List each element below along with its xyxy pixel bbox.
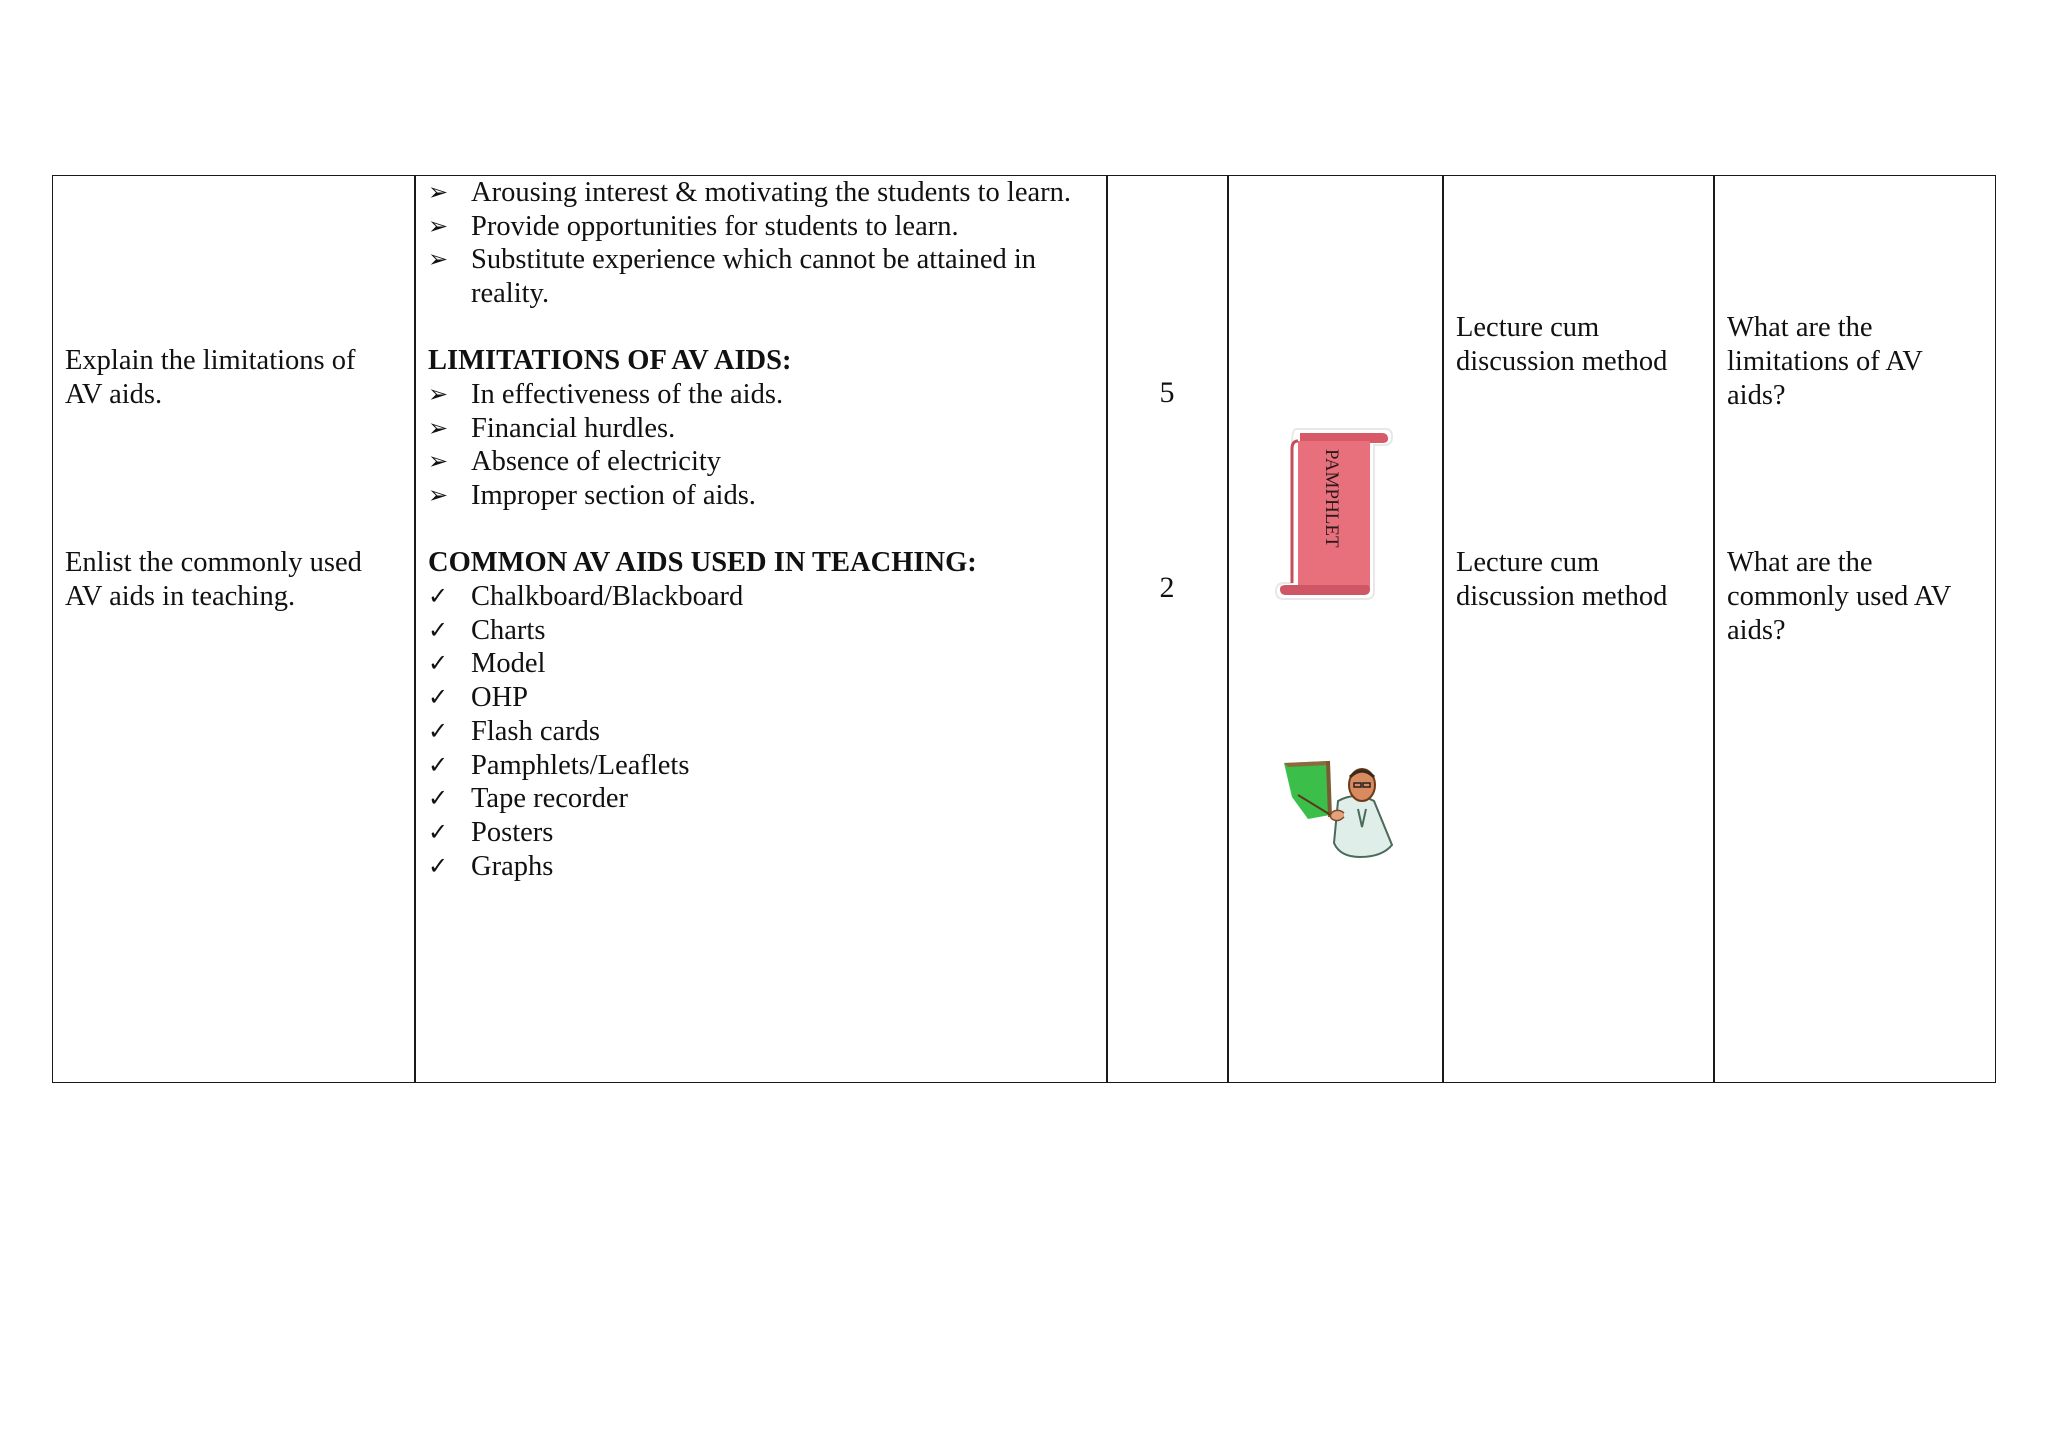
question-line: commonly used AV — [1727, 581, 1952, 612]
evaluation-question-1 — [1727, 311, 1923, 413]
objective-line: Explain the limitations of — [65, 345, 356, 376]
arrow-bullet-icon: ➢ — [428, 380, 449, 408]
question-line: aids? — [1727, 615, 1786, 646]
arrow-bullet-icon: ➢ — [428, 447, 449, 476]
question-line: What are the — [1727, 312, 1873, 343]
objective-line: Enlist the commonly used — [65, 547, 362, 578]
pamphlet-illustration — [1274, 423, 1394, 603]
objective-limitations — [65, 344, 356, 412]
method-line: Lecture cum — [1456, 312, 1600, 343]
method-line: discussion method — [1456, 346, 1668, 377]
arrow-bullet-icon: ➢ — [428, 481, 449, 510]
objective-common-aids — [65, 546, 362, 614]
teaching-method-1 — [1456, 311, 1667, 379]
limitations-bullet-list — [428, 378, 783, 513]
check-bullet-icon: ✓ — [428, 817, 449, 846]
check-bullet-icon: ✓ — [428, 851, 449, 880]
list-item: ➢ Provide opportunities for students to learn. — [428, 210, 959, 242]
pamphlet-label: PAMPHLET — [1321, 449, 1342, 548]
arrow-bullet-icon: ➢ — [428, 178, 449, 206]
list-item: ➢ Substitute experience which cannot be attained in — [428, 244, 1037, 276]
pamphlet-scroll-icon — [1274, 423, 1394, 603]
evaluation-question-2 — [1727, 546, 1951, 648]
column-divider — [414, 176, 416, 1082]
objective-line: AV aids in teaching. — [65, 581, 296, 612]
column-divider — [1106, 176, 1108, 1082]
method-line: Lecture cum — [1456, 547, 1600, 578]
list-item: ➢ In effectiveness of the aids. — [428, 379, 784, 410]
column-divider — [1442, 176, 1444, 1082]
list-item: ✓ Graphs — [428, 850, 554, 882]
time-value: 5 — [1159, 376, 1175, 409]
question-line: aids? — [1727, 380, 1786, 411]
lesson-plan-table — [52, 175, 1996, 1083]
list-item: ✓ Flash cards — [428, 715, 601, 747]
list-item-continuation: reality. — [471, 278, 550, 310]
list-item: ✓ Tape recorder — [428, 783, 629, 815]
list-item: ✓ Chalkboard/Blackboard — [428, 581, 744, 612]
list-item: ✓ OHP — [428, 682, 529, 714]
list-item: ➢ Improper section of aids. — [428, 480, 756, 512]
list-item: ✓ Model — [428, 648, 546, 680]
teaching-method-2 — [1456, 546, 1667, 614]
list-item: ➢ Arousing interest & motivating the students to learn. — [428, 177, 1071, 208]
list-item: ➢ Absence of electricity — [428, 446, 722, 478]
column-divider — [1227, 176, 1229, 1082]
check-bullet-icon: ✓ — [428, 582, 449, 610]
list-item: ✓ Charts — [428, 614, 546, 646]
list-item: ➢ Financial hurdles. — [428, 412, 676, 444]
teacher-pointing-icon — [1278, 757, 1402, 859]
method-line: discussion method — [1456, 581, 1668, 612]
limitations-heading: LIMITATIONS OF AV AIDS: — [428, 345, 792, 376]
check-bullet-icon: ✓ — [428, 784, 449, 813]
check-bullet-icon: ✓ — [428, 716, 449, 745]
question-line: What are the — [1727, 547, 1873, 578]
arrow-bullet-icon: ➢ — [428, 245, 449, 274]
time-value: 2 — [1159, 571, 1175, 604]
column-divider — [1713, 176, 1715, 1082]
check-bullet-icon: ✓ — [428, 649, 449, 678]
list-item: ✓ Posters — [428, 816, 554, 848]
teacher-illustration — [1278, 757, 1402, 859]
intro-bullet-list — [428, 176, 1071, 311]
common-aids-check-list — [428, 580, 743, 883]
check-bullet-icon: ✓ — [428, 750, 449, 779]
question-line: limitations of AV — [1727, 346, 1923, 377]
check-bullet-icon: ✓ — [428, 683, 449, 712]
arrow-bullet-icon: ➢ — [428, 211, 449, 240]
objective-line: AV aids. — [65, 379, 163, 410]
common-aids-heading: COMMON AV AIDS USED IN TEACHING: — [428, 547, 977, 578]
list-item: ✓ Pamphlets/Leaflets — [428, 749, 690, 781]
arrow-bullet-icon: ➢ — [428, 413, 449, 442]
check-bullet-icon: ✓ — [428, 615, 449, 644]
